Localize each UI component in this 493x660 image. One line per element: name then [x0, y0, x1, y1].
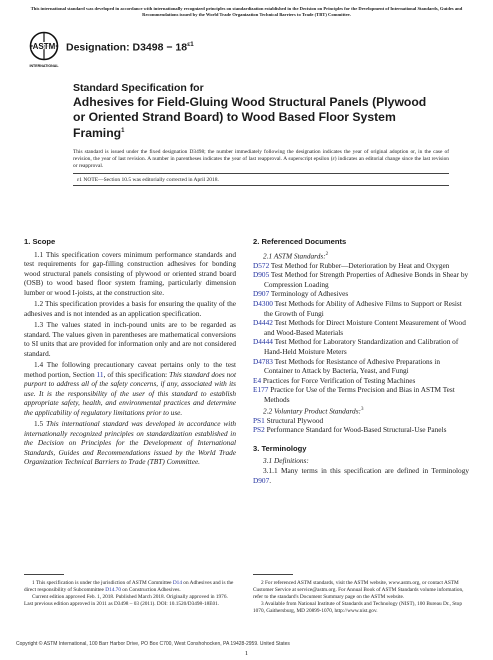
- reference-list: [253, 261, 469, 405]
- scope-p2: 1.2 This specification provides a basis for ensuring the quality of the adhesives and is not intended as an application specification.: [24, 299, 236, 318]
- scope-p5: [24, 419, 236, 467]
- fn1-part-a: 1 This specification is under the jurisdiction of ASTM Committee: [32, 580, 173, 586]
- terminology-heading: 3. Terminology: [253, 443, 307, 453]
- reference-title: Test Methods for Direct Moisture Content Measurement of Wood and Wood-Based Materials: [264, 318, 466, 337]
- reference-code-link[interactable]: D4783: [253, 356, 273, 366]
- astm-standards-label: [253, 250, 469, 261]
- astm-standards-text: 2.1 ASTM Standards:: [263, 251, 326, 261]
- footnote-rule-right: [253, 574, 293, 575]
- terminology-p1: [253, 466, 469, 485]
- scope-p4-start: 1.4 The following precautionary caveat pertains only to the test method portion, Section: [24, 359, 236, 379]
- issuance-statement: This standard is issued under the fixed designation D3498; the number immediately following the designation indicates the year of original adoption or, in the case of revision, the year of last revision. A number in parentheses indicates the year of last reapproval. A superscript epsilon (ε) indicates an editorial change since the last revision or reapproval.: [73, 149, 449, 169]
- copyright-footer: Copyright © ASTM International, 100 Barr Harbor Drive, PO Box C700, West Conshohocken, PA 19428-2959. United States: [16, 641, 290, 647]
- reference-title: Test Methods for Ability of Adhesive Films to Support or Resist the Growth of Fungi: [264, 298, 462, 318]
- logo-subtext: INTERNATIONAL: [29, 64, 59, 68]
- designation: [66, 41, 194, 54]
- reference-code-link[interactable]: E177: [253, 385, 269, 395]
- reference-item: [253, 376, 469, 386]
- divider-top: [73, 173, 449, 174]
- scope-p5-num: 1.5: [34, 419, 47, 429]
- left-column: [24, 237, 236, 469]
- designation-text: Designation: D3498 − 18: [66, 41, 188, 54]
- d14-link[interactable]: D14: [172, 580, 182, 586]
- d14-70-link[interactable]: D14.70: [105, 587, 121, 593]
- reference-code-link[interactable]: D4444: [253, 337, 273, 347]
- fn1-part-c: on Construction Adhesives.: [120, 587, 181, 593]
- reference-title: Test Method for Laboratory Standardization and Calibration of Hand-Held Moisture Meters: [264, 337, 459, 356]
- reference-code-link[interactable]: E4: [253, 375, 262, 385]
- editorial-note: ε1 NOTE—Section 10.5 was editorially corrected in April 2018.: [77, 177, 219, 183]
- reference-title: Performance Standard for Wood-Based Structural-Use Panels: [264, 425, 447, 435]
- reference-item: [253, 261, 469, 271]
- reference-item: [253, 289, 469, 299]
- scope-p4-caveat: This standard does not purport to address all of the safety concerns, if any, associated with its use. It is the responsibility of the user of this standard to establish appropriate safety, health, and environmental practices and determine the applicability of regulatory limitations prior to use.: [24, 369, 236, 417]
- reference-title: Practice for Use of the Terms Precision and Bias in ASTM Test Methods: [264, 385, 455, 404]
- terminology-p1-start: 3.1.1 Many terms in this specification are defined in Terminology: [263, 465, 469, 475]
- reference-title: Practices for Force Verification of Testing Machines: [261, 375, 416, 385]
- reference-title: Test Method for Strength Properties of Adhesive Bonds in Shear by Compression Loading: [264, 270, 469, 289]
- referenced-heading: 2. Referenced Documents: [253, 237, 347, 246]
- reference-code-link[interactable]: PS2: [253, 425, 265, 435]
- scope-p4-mid: , of this specification:: [103, 369, 170, 379]
- reference-title: Test Methods for Resistance of Adhesive Preparations in Container to Attack by Bacteria, Yeast, and Fungi: [264, 356, 441, 376]
- voluntary-label: [253, 405, 469, 416]
- footnote-1: [24, 580, 236, 594]
- reference-item: [253, 416, 469, 426]
- reference-code-link[interactable]: D4300: [253, 298, 273, 308]
- title-lead: Standard Specification for: [73, 82, 204, 94]
- reference-code-link[interactable]: D907: [253, 289, 270, 299]
- reference-item: [253, 357, 469, 376]
- voluntary-text: 2.2 Voluntary Product Standards:: [263, 405, 361, 415]
- astm-logo-icon: [29, 31, 59, 69]
- reference-code-link[interactable]: D905: [253, 270, 270, 280]
- reference-item: [253, 299, 469, 318]
- astm-standards-fn: 2: [325, 251, 329, 257]
- reference-item: [253, 425, 469, 435]
- reference-code-link[interactable]: D4442: [253, 318, 273, 328]
- footnotes-left: [24, 580, 236, 608]
- fn1-part-b: on Adhesives and is the direct responsibility of Subcommittee: [24, 580, 234, 593]
- terminology-p1-end: .: [269, 475, 272, 485]
- reference-title: Test Method for Rubber—Deterioration by Heat and Oxygen: [269, 260, 450, 270]
- scope-heading: 1. Scope: [24, 237, 56, 246]
- footnote-3: 3 Available from National Institute of Standards and Technology (NIST), 100 Bureau Dr., Stop 1070, Gaithersburg, MD 20899-1070, http://www.nist.gov.: [253, 601, 462, 614]
- reference-item: [253, 318, 469, 337]
- footnote-1-edition: Current edition approved Feb. 1, 2018. Published March 2018. Originally approved in 1976. Last previous edition approved in 2011 as D3498 – 03 (2011). DOI: 10.1520/D3498-18E01.: [24, 594, 228, 607]
- definitions-label: 3.1 Definitions:: [263, 456, 309, 466]
- voluntary-list: [253, 416, 469, 435]
- section-11-link[interactable]: 11: [96, 369, 104, 379]
- title-main-text: Adhesives for Field-Gluing Wood Structural Panels (Plywood or Oriented Strand Board) to Wood Based Floor System Framing: [73, 95, 427, 141]
- reference-title: Structural Plywood: [264, 415, 324, 425]
- footnote-2: 2 For referenced ASTM standards, visit the ASTM website, www.astm.org, or contact ASTM Customer Service at service@astm.org. For Annual Book of ASTM Standards volume information, refer to the standard's Document Summary page on the ASTM website.: [253, 580, 464, 600]
- reference-code-link[interactable]: D572: [253, 260, 270, 270]
- reference-item: [253, 337, 469, 356]
- right-column: [253, 237, 469, 487]
- divider-bottom: [73, 185, 449, 186]
- scope-p3: 1.3 The values stated in inch-pound units are to be regarded as standard. The values given in parentheses are mathematical conversions to SI units that are provided for information only and are not considered standard.: [24, 319, 236, 358]
- title-footnote-marker: 1: [121, 128, 125, 134]
- d907-link[interactable]: D907: [253, 475, 270, 485]
- scope-p4: [24, 360, 236, 418]
- footnote-rule-left: [24, 574, 64, 575]
- reference-item: [253, 270, 469, 289]
- reference-item: [253, 385, 469, 404]
- designation-epsilon: ε1: [187, 41, 194, 48]
- reference-title: Terminology of Adhesives: [269, 289, 349, 299]
- scope-p1: 1.1 This specification covers minimum performance standards and test requirements for gap-filling construction adhesives for bonding wood structural panels consisting of plywood or oriented strand board (OSB) to wood based floor system framing, particularly dimension lumber or wood I-joists, at the construction site.: [24, 249, 236, 297]
- tbt-notice: This international standard was developed in accordance with internationally recognized principles on standardization established in the Decision on Principles for the Development of International Standards, Guides and Recommendations issued by the World Trade Organization Technical Barriers to Trade (TBT) Committee.: [30, 6, 463, 17]
- scope-p5-text: This international standard was developed in accordance with internationally recognized principles on standardization established in the Decision on Principles for the Development of International Standards, Guides and Recommendations issued by the World Trade Organization Technical Barriers to Trade (TBT) Committee.: [24, 419, 236, 467]
- voluntary-fn: 3: [360, 406, 364, 412]
- logo-text: ASTM: [32, 42, 56, 51]
- page-number: 1: [244, 650, 249, 657]
- document-title: [73, 82, 433, 141]
- reference-code-link[interactable]: PS1: [253, 415, 265, 425]
- footnotes-right: [253, 580, 469, 615]
- title-main: [73, 95, 433, 141]
